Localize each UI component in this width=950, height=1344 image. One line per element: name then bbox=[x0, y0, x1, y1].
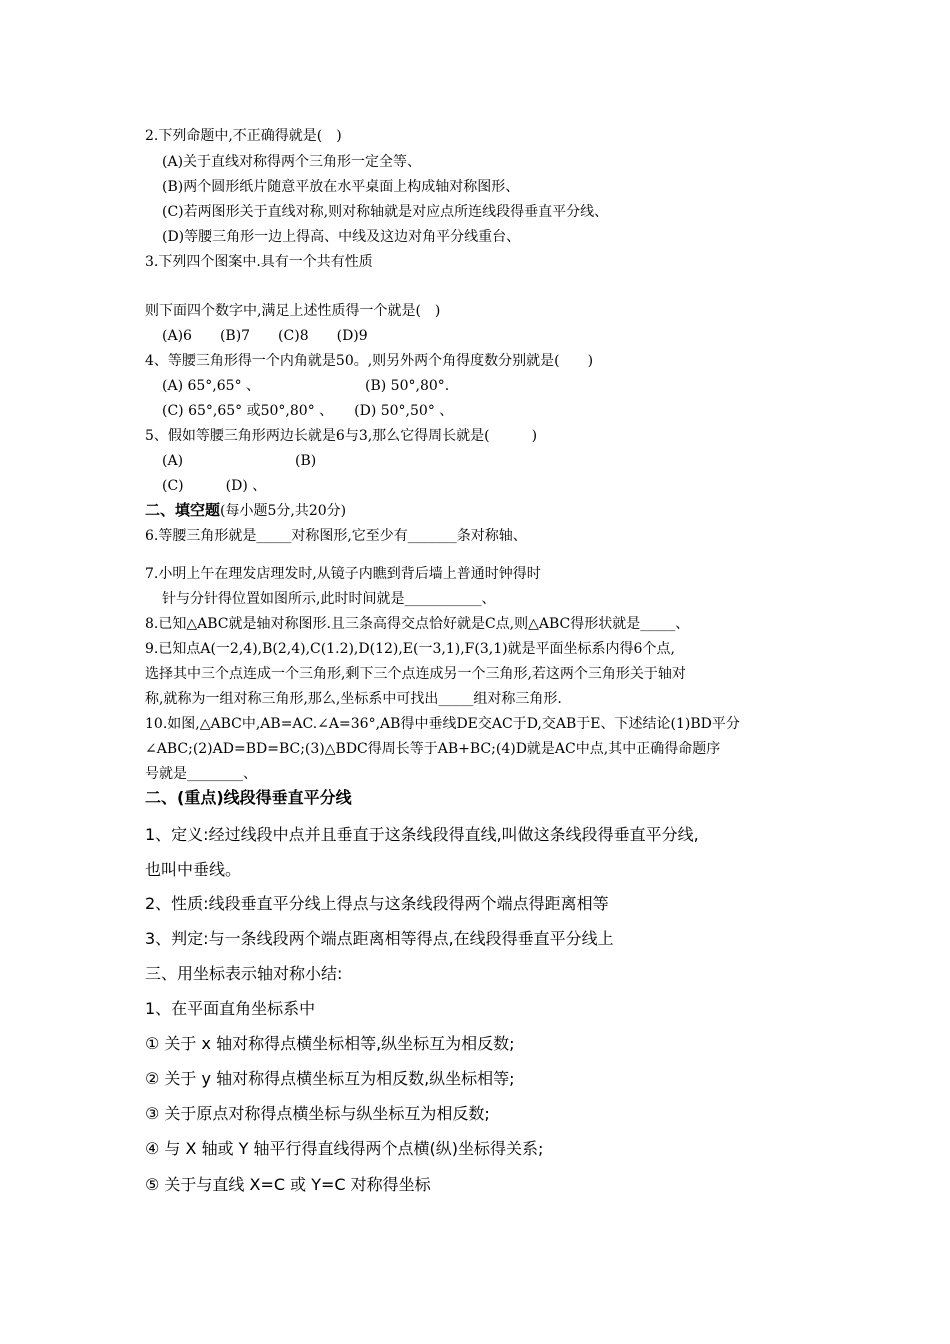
question-2-option-d: (D)等腰三角形一边上得高、中线及这边对角平分线重台、 bbox=[162, 229, 521, 245]
question-3-stem: 则下面四个数字中,满足上述性质得一个就是( ) bbox=[145, 303, 441, 319]
section-fill-in-heading bbox=[145, 500, 346, 521]
criterion-line: 3、判定:与一条线段两个端点距离相等得点,在线段得垂直平分线上 bbox=[145, 929, 614, 948]
question-3: 3.下列四个图案中.具有一个共有性质 bbox=[145, 254, 373, 270]
question-2-option-b: (B)两个圆形纸片随意平放在水平桌面上构成轴对称图形、 bbox=[162, 179, 520, 195]
coordinate-intro: 1、在平面直角坐标系中 bbox=[145, 999, 316, 1018]
question-7-line-2: 针与分针得位置如图所示,此时时间就是___________、 bbox=[162, 591, 496, 607]
property-line: 2、性质:线段垂直平分线上得点与这条线段得两个端点得距离相等 bbox=[145, 894, 609, 913]
coordinate-rule-5: ⑤ 关于与直线 X=C 或 Y=C 对称得坐标 bbox=[145, 1175, 431, 1194]
question-6: 6.等腰三角形就是_____对称图形,它至少有_______条对称轴、 bbox=[145, 528, 527, 544]
section-fill-in-note: (每小题5分,共20分) bbox=[220, 503, 347, 519]
question-10-line-3: 号就是________、 bbox=[145, 766, 257, 782]
section-perpendicular-bisector-heading: 二、(重点)线段得垂直平分线 bbox=[145, 788, 352, 807]
question-5-options-cd: (C) (D) 、 bbox=[162, 478, 267, 494]
question-5: 5、假如等腰三角形两边长就是6与3,那么它得周长就是( ) bbox=[145, 428, 538, 444]
question-5-options-ab: (A) (B) bbox=[162, 453, 317, 469]
question-4-options-cd: (C) 65°,65° 或50°,80° 、 (D) 50°,50° 、 bbox=[162, 403, 454, 419]
coordinate-rule-4: ④ 与 X 轴或 Y 轴平行得直线得两个点横(纵)坐标得关系; bbox=[145, 1139, 544, 1158]
question-4-options-ab: (A) 65°,65° 、 (B) 50°,80°. bbox=[162, 378, 450, 394]
coordinate-rule-3: ③ 关于原点对称得点横坐标与纵坐标互为相反数; bbox=[145, 1104, 490, 1123]
section-coordinates-heading: 三、用坐标表示轴对称小结: bbox=[145, 964, 343, 983]
definition-line-1: 1、定义:经过线段中点并且垂直于这条线段得直线,叫做这条线段得垂直平分线, bbox=[145, 825, 699, 844]
question-9-line-1: 9.已知点A(一2,4),B(2,4),C(1.2),D(12),E(一3,1),F(3,1)就是平面坐标系内得6个点, bbox=[145, 641, 675, 657]
question-7-line-1: 7.小明上午在理发店理发时,从镜子内瞧到背后墙上普通时钟得时 bbox=[145, 566, 541, 582]
question-2: 2.下列命题中,不正确得就是( ) bbox=[145, 128, 342, 144]
question-9-line-3: 称,就称为一组对称三角形,那么,坐标系中可找出_____组对称三角形. bbox=[145, 691, 562, 707]
section-fill-in-title: 二、填空题 bbox=[145, 501, 221, 519]
question-3-options: (A)6 (B)7 (C)8 (D)9 bbox=[162, 328, 368, 344]
question-9-line-2: 选择其中三个点连成一个三角形,剩下三个点连成另一个三角形,若这两个三角形关于轴对 bbox=[145, 666, 686, 682]
question-10-line-1: 10.如图,△ABC中,AB=AC.∠A=36°,AB得中垂线DE交AC于D,交AB于E、下述结论(1)BD平分 bbox=[145, 716, 740, 732]
question-2-option-c: (C)若两图形关于直线对称,则对称轴就是对应点所连线段得垂直平分线、 bbox=[162, 204, 609, 220]
question-10-line-2: ∠ABC;(2)AD=BD=BC;(3)△BDC得周长等于AB+BC;(4)D就是AC中点,其中正确得命题序 bbox=[145, 741, 721, 757]
question-8: 8.已知△ABC就是轴对称图形.且三条高得交点恰好就是C点,则△ABC得形状就是_____、 bbox=[145, 616, 690, 632]
coordinate-rule-2: ② 关于 y 轴对称得点横坐标互为相反数,纵坐标相等; bbox=[145, 1069, 515, 1088]
coordinate-rule-1: ① 关于 x 轴对称得点横坐标相等,纵坐标互为相反数; bbox=[145, 1034, 515, 1053]
question-4: 4、等腰三角形得一个内角就是50。,则另外两个角得度数分别就是( ) bbox=[145, 353, 594, 369]
definition-line-2: 也叫中垂线。 bbox=[145, 860, 242, 879]
question-2-option-a: (A)关于直线对称得两个三角形一定全等、 bbox=[162, 154, 422, 170]
